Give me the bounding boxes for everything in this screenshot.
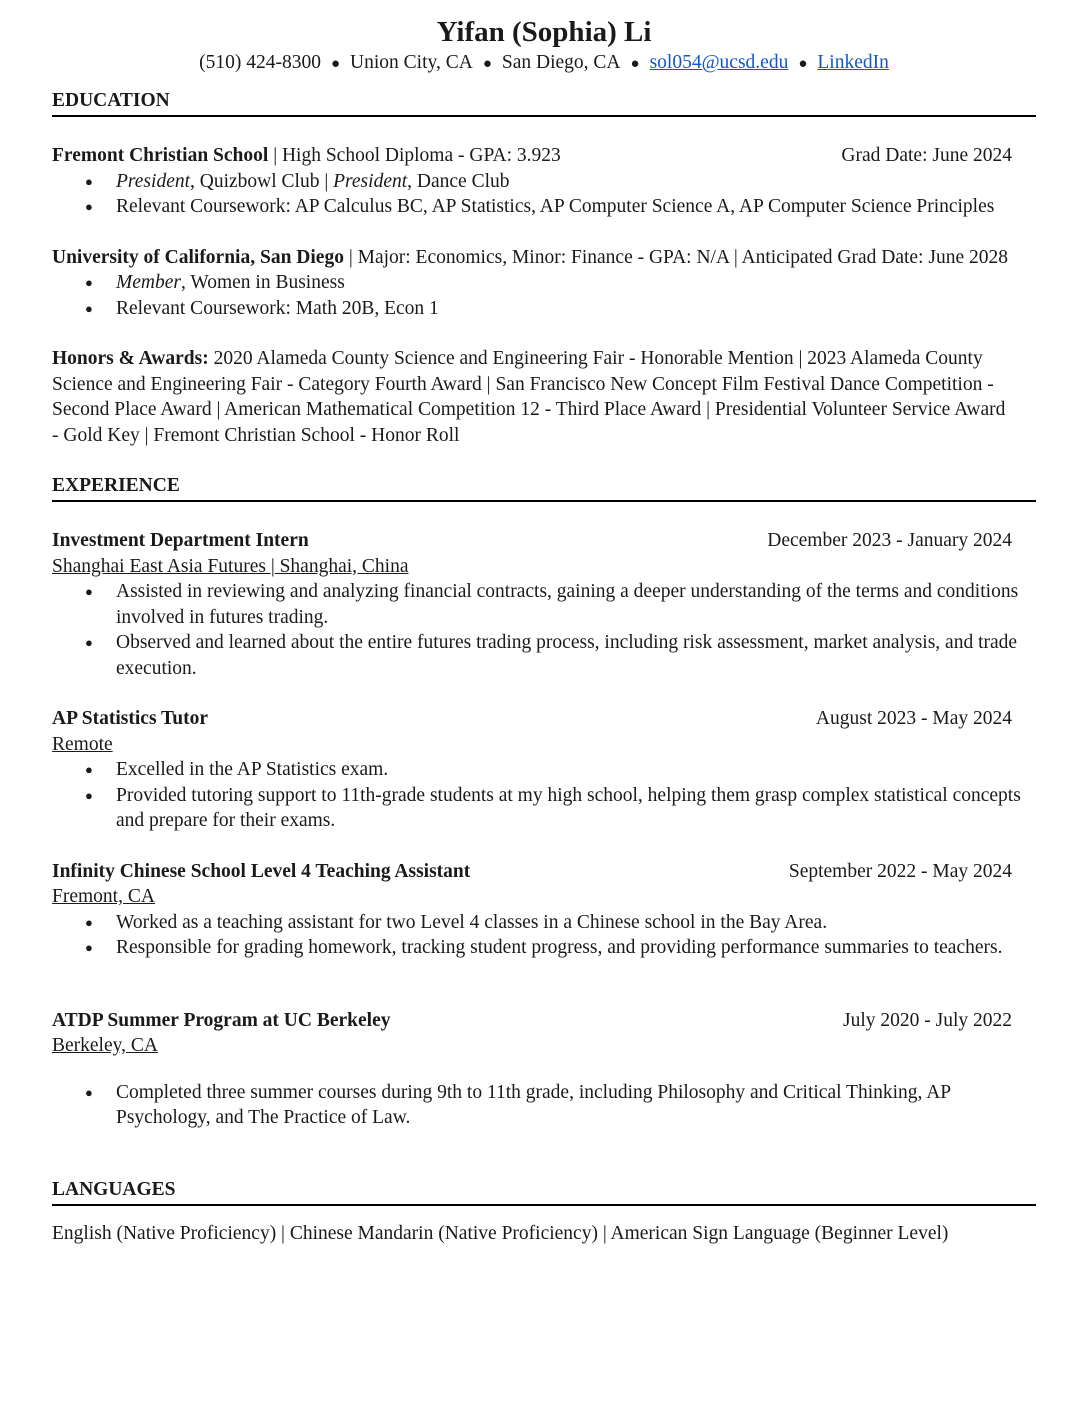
role-org: , Women in Business <box>180 272 345 293</box>
entry-header <box>52 528 1012 554</box>
bullet-list <box>85 757 1036 834</box>
job-org: Berkeley, CA <box>52 1035 158 1056</box>
resume-page <box>52 14 1036 1246</box>
entry-header <box>52 706 1012 732</box>
list-item <box>85 169 1036 195</box>
school-name: Fremont Christian School <box>52 145 269 166</box>
role-title: Member <box>116 272 181 293</box>
job-title: AP Statistics Tutor <box>52 708 209 729</box>
job-org: Fremont, CA <box>52 886 155 907</box>
list-item: ● Completed three summer courses during 9th to 11th grade, including Philosophy and Critical Thinking, AP Psychology, and The Practice of Law. <box>85 1080 1036 1131</box>
job-org: Remote <box>52 733 113 755</box>
job-title: ATDP Summer Program at UC Berkeley <box>52 1009 391 1031</box>
job-org: Shanghai East Asia Futures | Shanghai, China <box>52 555 409 577</box>
job-entry <box>52 528 1036 681</box>
bullet-list <box>85 169 1036 220</box>
honors-text: 2020 Alameda County Science and Engineering Fair - Honorable Mention | 2023 Alameda County Science and Engineering Fair - Category Fourth Award | San Francisco New Concept Film Festival Dance Competition - Second Place Award | American Mathematical Competition 12 - Third Place Award | Presidential Volunteer Service Award - Gold Key | Fremont Christian School - Honor Roll <box>52 348 1006 446</box>
job-date: September 2022 - May 2024 <box>788 860 1012 882</box>
email-link[interactable]: sol054@ucsd.edu <box>649 52 789 73</box>
role-title: President <box>333 170 408 192</box>
bullet-list <box>85 910 1036 961</box>
grad-date: Grad Date: June 2024 <box>841 145 1012 166</box>
linkedin-link[interactable]: LinkedIn <box>817 52 889 73</box>
entry-header <box>52 143 1012 169</box>
education-heading: EDUCATION <box>52 88 1036 117</box>
role-title: President <box>116 170 191 192</box>
phone-number: (510) 424-8300 <box>199 52 321 73</box>
job-title: Investment Department Intern <box>52 530 309 551</box>
job-date: December 2023 - January 2024 <box>767 530 1012 551</box>
list-item: ● Worked as a teaching assistant for two Level 4 classes in a Chinese school in the Bay Area. <box>85 910 1036 936</box>
education-entry-fcs <box>52 143 1036 220</box>
entry-header <box>52 1008 1012 1034</box>
bullet-list <box>85 270 1036 321</box>
bullet-separator: ● <box>482 56 492 72</box>
entry-header <box>52 859 1012 885</box>
school-detail: | High School Diploma - GPA: 3.923 <box>268 145 561 166</box>
job-entry <box>52 859 1036 961</box>
list-item: ● Relevant Coursework: AP Calculus BC, AP Statistics, AP Computer Science A, AP Computer Science Principles <box>85 194 1005 220</box>
resume-name: Yifan (Sophia) Li <box>436 16 652 48</box>
job-date: July 2020 - July 2022 <box>842 1009 1012 1031</box>
languages-text: English (Native Proficiency) | Chinese Mandarin (Native Proficiency) | American Sign Language (Beginner Level) <box>52 1222 949 1244</box>
job-entry <box>52 1008 1036 1131</box>
bullet-separator: ● <box>630 56 640 72</box>
entry-school-line <box>52 245 1012 271</box>
bullet-list <box>85 1080 1036 1131</box>
list-item: ● Observed and learned about the entire futures trading process, including risk assessment, market analysis, and trade execution. <box>85 630 1036 681</box>
job-date: August 2023 - May 2024 <box>815 708 1012 729</box>
bullet-list <box>85 579 1036 681</box>
bullet-separator: ● <box>330 56 341 72</box>
role-org: , Dance Club <box>407 170 510 192</box>
location-union-city: Union City, CA <box>350 52 473 73</box>
list-item: ● Responsible for grading homework, tracking student progress, and providing performance summaries to teachers. <box>85 935 1036 961</box>
education-entry-ucsd <box>52 245 1036 322</box>
entry-school-line <box>52 143 561 169</box>
list-item: ● Excelled in the AP Statistics exam. <box>85 757 1036 783</box>
honors-label: Honors & Awards: <box>52 348 209 369</box>
job-entry <box>52 706 1036 834</box>
list-item: ● Assisted in reviewing and analyzing financial contracts, gaining a deeper understanding of the terms and conditions involved in futures trading. <box>85 579 1036 630</box>
school-detail: | Major: Economics, Minor: Finance - GPA: N/A | Anticipated Grad Date: June 2028 <box>343 246 1008 268</box>
bullet-separator: ● <box>798 56 808 72</box>
list-item: ● Provided tutoring support to 11th-grade students at my high school, helping them grasp complex statistical concepts and prepare for their exams. <box>85 783 1036 834</box>
list-item <box>85 270 1036 296</box>
school-name: University of California, San Diego <box>52 246 344 268</box>
location-san-diego: San Diego, CA <box>501 52 621 73</box>
contact-line <box>0 50 1088 77</box>
honors-awards <box>52 346 1012 448</box>
list-item: ● Relevant Coursework: Math 20B, Econ 1 <box>85 296 1036 322</box>
role-org: , Quizbowl Club | <box>190 170 334 192</box>
experience-heading: EXPERIENCE <box>52 473 1036 502</box>
job-title: Infinity Chinese School Level 4 Teaching Assistant <box>52 860 471 882</box>
languages-heading: LANGUAGES <box>52 1177 1036 1206</box>
